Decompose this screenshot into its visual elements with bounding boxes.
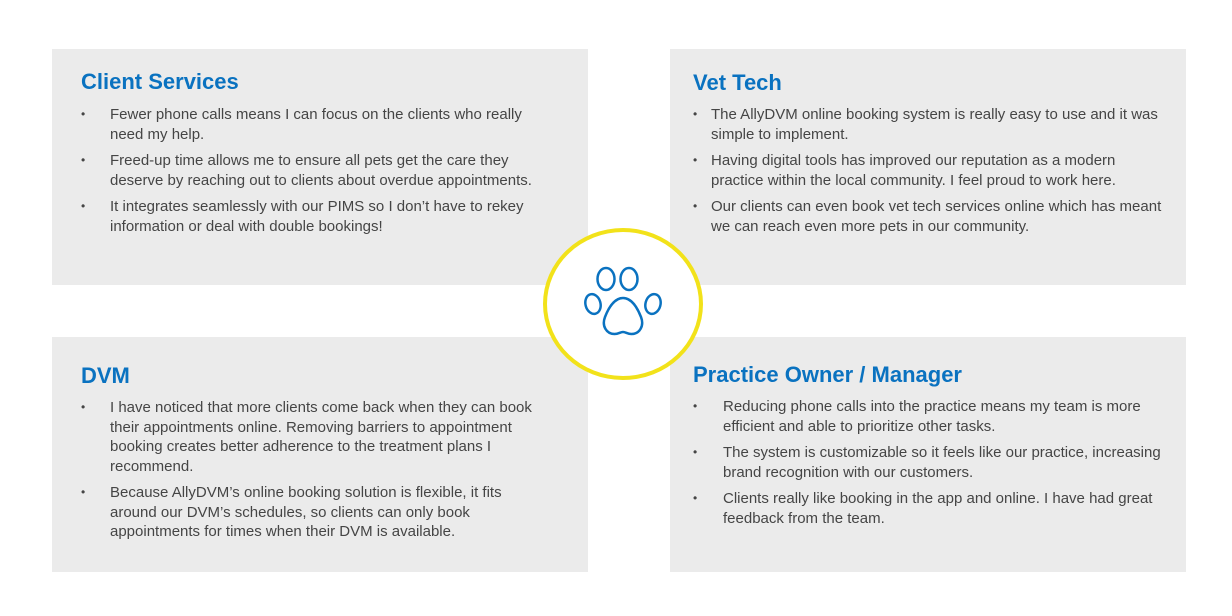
paw-icon <box>581 262 665 348</box>
bullet-icon: • <box>81 107 86 121</box>
bullet-icon: • <box>693 153 698 167</box>
client-services-title: Client Services <box>81 69 239 94</box>
list-item <box>693 443 1163 482</box>
list-item <box>693 151 1163 190</box>
list-item-text: Reducing phone calls into the practice means my team is more efficient and able to prioritize other tasks. <box>723 398 1141 435</box>
dvm-card <box>52 337 588 572</box>
list-item <box>693 105 1163 144</box>
list-item-text: Freed-up time allows me to ensure all pets get the care they deserve by reaching out to clients about overdue appointments. <box>110 152 532 189</box>
list-item <box>693 489 1163 528</box>
list-item <box>81 105 551 144</box>
paw-badge <box>543 228 703 380</box>
list-item-text: It integrates seamlessly with our PIMS so I don’t have to rekey information or deal with double bookings! <box>110 198 524 235</box>
list-item-text: Fewer phone calls means I can focus on the clients who really need my help. <box>110 106 522 143</box>
list-item <box>81 398 551 476</box>
bullet-icon: • <box>693 107 698 121</box>
list-item <box>693 397 1163 436</box>
list-item <box>81 197 551 236</box>
list-item <box>693 197 1163 236</box>
bullet-icon: • <box>81 199 86 213</box>
vet-tech-list <box>693 105 1163 243</box>
dvm-title: DVM <box>81 363 130 388</box>
client-services-card <box>52 49 588 285</box>
vet-tech-card <box>670 49 1186 285</box>
bullet-icon: • <box>81 400 86 414</box>
bullet-icon: • <box>693 399 698 413</box>
bullet-icon: • <box>693 491 698 505</box>
bullet-icon: • <box>81 485 86 499</box>
list-item <box>81 151 551 190</box>
list-item-text: Clients really like booking in the app and online. I have had great feedback from the team. <box>723 490 1153 527</box>
list-item-text: Our clients can even book vet tech services online which has meant we can reach even more pets in our community. <box>711 198 1162 235</box>
list-item-text: Because AllyDVM’s online booking solution is flexible, it fits around our DVM’s schedules, so clients can only book appointments for times when their DVM is available. <box>110 484 502 540</box>
list-item <box>81 483 551 542</box>
dvm-list <box>81 398 551 549</box>
list-item-text: The system is customizable so it feels like our practice, increasing brand recognition with our customers. <box>723 444 1161 481</box>
bullet-icon: • <box>81 153 86 167</box>
vet-tech-title: Vet Tech <box>693 70 782 95</box>
list-item-text: The AllyDVM online booking system is really easy to use and it was simple to implement. <box>711 106 1158 143</box>
bullet-icon: • <box>693 199 698 213</box>
bullet-icon: • <box>693 445 698 459</box>
practice-owner-title: Practice Owner / Manager <box>693 362 962 387</box>
practice-owner-card <box>670 337 1186 572</box>
practice-owner-list <box>693 397 1163 535</box>
list-item-text: Having digital tools has improved our reputation as a modern practice within the local community. I feel proud to work here. <box>711 152 1116 189</box>
list-item-text: I have noticed that more clients come back when they can book their appointments online. Removing barriers to appointment booking creates better adherence to the treatment plans I recommend. <box>110 399 532 475</box>
client-services-list <box>81 105 551 243</box>
